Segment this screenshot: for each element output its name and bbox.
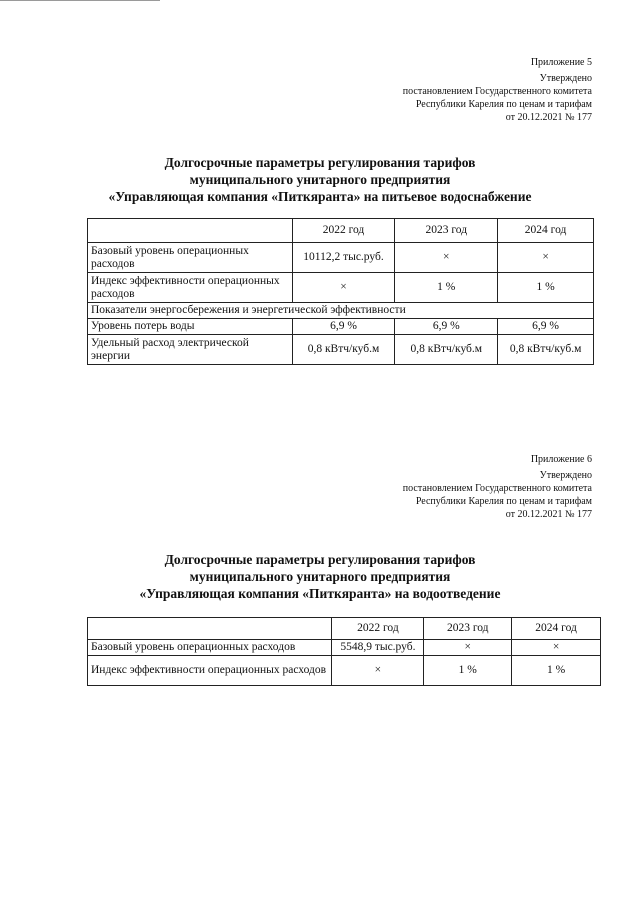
table-cell: 1 % [498,273,594,303]
approval-line: Республики Карелия по ценам и тарифам [415,99,592,110]
table-header-year: 2022 год [332,618,424,640]
table-header-empty [88,618,332,640]
parameters-table-wastewater [87,617,601,686]
table-cell: × [424,640,512,656]
title-line: Долгосрочные параметры регулирования тарифов [164,155,476,170]
table-header-row [88,219,594,243]
document-title-annex-6 [0,551,640,602]
title-line: муниципального унитарного предприятия [189,172,451,187]
table-cell: 0,8 кВтч/куб.м [292,335,395,365]
table-header-row [88,618,601,640]
approval-label: Утверждено [539,73,592,84]
table-row [88,656,601,686]
table-header-year: 2024 год [498,219,594,243]
approval-block-annex-5 [403,56,592,124]
table-row [88,319,594,335]
approval-line: постановлением Государственного комитета [402,483,592,494]
table-cell: × [292,273,395,303]
table-header-year: 2023 год [424,618,512,640]
title-line: Долгосрочные параметры регулирования тарифов [164,552,476,567]
table-cell: 6,9 % [292,319,395,335]
table-header-year: 2023 год [395,219,498,243]
title-line: «Управляющая компания «Питкяранта» на водоотведение [139,586,501,601]
table-row [88,640,601,656]
scan-edge-line [0,0,160,1]
table-cell: 6,9 % [498,319,594,335]
table-cell: 6,9 % [395,319,498,335]
approval-date: от 20.12.2021 № 177 [505,509,592,520]
parameters-table-water-supply [87,218,594,365]
table-header-year: 2022 год [292,219,395,243]
table-row [88,335,594,365]
table-section-row [88,303,594,319]
table-cell: 0,8 кВтч/куб.м [395,335,498,365]
row-label: Индекс эффективности операционных расходов [88,656,332,686]
row-label: Удельный расход электрической энергии [88,335,293,365]
table-cell: 10112,2 тыс.руб. [292,243,395,273]
annex-number: Приложение 6 [530,454,592,465]
table-row [88,273,594,303]
table-cell: 0,8 кВтч/куб.м [498,335,594,365]
annex-number: Приложение 5 [530,57,592,68]
row-label: Индекс эффективности операционных расходов [88,273,293,303]
table-cell: 1 % [395,273,498,303]
table-cell: × [332,656,424,686]
title-line: муниципального унитарного предприятия [189,569,451,584]
table-cell: × [498,243,594,273]
table-cell: × [395,243,498,273]
section-label: Показатели энергосбережения и энергетической эффективности [88,303,594,319]
approval-line: постановлением Государственного комитета [402,86,592,97]
table-row [88,243,594,273]
table-cell: × [512,640,601,656]
row-label: Базовый уровень операционных расходов [88,243,293,273]
title-line: «Управляющая компания «Питкяранта» на питьевое водоснабжение [108,189,532,204]
table-header-year: 2024 год [512,618,601,640]
row-label: Базовый уровень операционных расходов [88,640,332,656]
table-cell: 1 % [512,656,601,686]
approval-block-annex-6 [403,453,592,521]
document-title-annex-5 [0,154,640,205]
table-header-empty [88,219,293,243]
approval-date: от 20.12.2021 № 177 [505,112,592,123]
approval-label: Утверждено [539,470,592,481]
table-cell: 5548,9 тыс.руб. [332,640,424,656]
table-cell: 1 % [424,656,512,686]
approval-line: Республики Карелия по ценам и тарифам [415,496,592,507]
row-label: Уровень потерь воды [88,319,293,335]
